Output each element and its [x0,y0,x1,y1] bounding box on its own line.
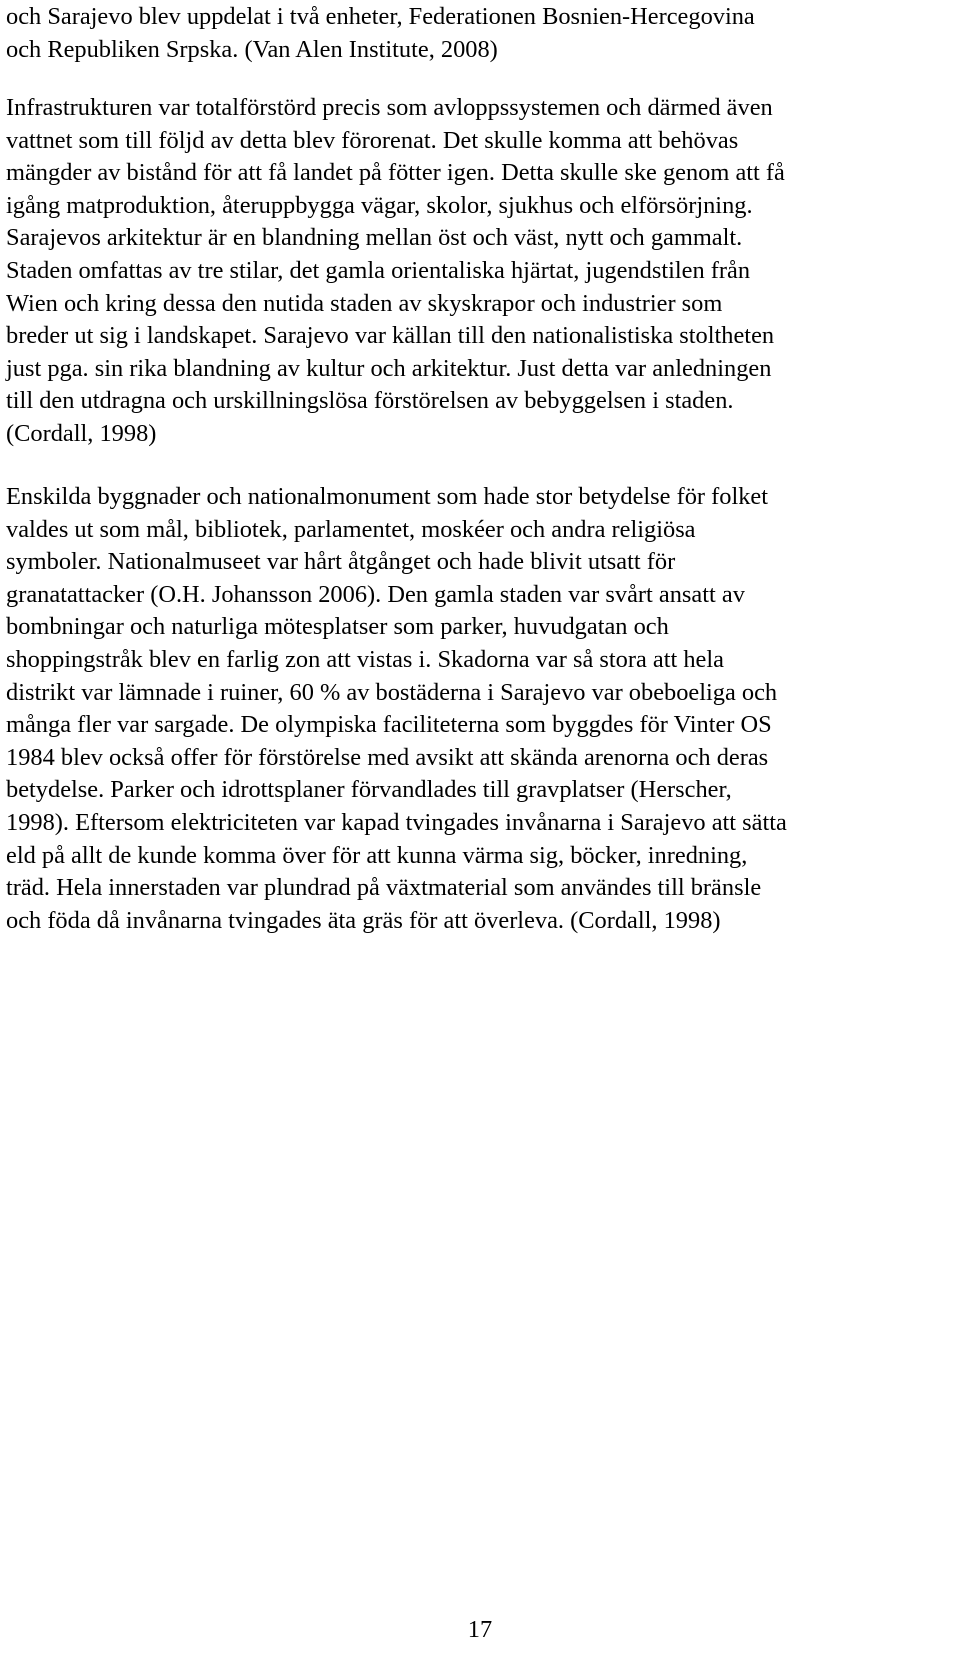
text-line: Infrastrukturen var totalförstörd precis som avloppssystemen och därmed även [6,94,773,121]
text-line: valdes ut som mål, bibliotek, parlamentet, moskéer och andra religiösa [6,515,696,543]
text-line: bombningar och naturliga mötesplatser som parker, huvudgatan och [6,613,669,641]
text-line: shoppingstråk blev en farlig zon att vistas i. Skadorna var så stora att hela [6,645,724,673]
text-line: granatattacker (O.H. Johansson 2006). Den gamla staden var svårt ansatt av [6,580,745,608]
text-line: (Cordall, 1998) [6,419,157,447]
paragraph-3 [6,481,787,937]
text-line: och föda då invånarna tvingades äta gräs för att överleva. (Cordall, 1998) [6,906,721,934]
text-line: 1998). Eftersom elektriciteten var kapad tvingades invånarna i Sarajevo att sätta [6,808,787,836]
text-line: och Sarajevo blev uppdelat i två enheter, Federationen Bosnien-Hercegovina [6,3,755,30]
paragraph-1 [6,1,755,66]
text-line: symboler. Nationalmuseet var hårt åtgånget och hade blivit utsatt för [6,548,676,576]
text-line: Wien och kring dessa den nutida staden av skyskrapor och industrier som [6,289,723,317]
text-line: till den utdragna och urskillningslösa förstörelsen av bebyggelsen i staden. [6,387,734,415]
text-line: och Republiken Srpska. (Van Alen Institute, 2008) [6,35,498,63]
text-line: Staden omfattas av tre stilar, det gamla orientaliska hjärtat, jugendstilen från [6,256,751,284]
page-number: 17 [467,1616,493,1643]
text-line: vattnet som till följd av detta blev förorenat. Det skulle komma att behövas [6,126,739,154]
text-line: Sarajevos arkitektur är en blandning mellan öst och väst, nytt och gammalt. [6,224,743,252]
text-line: eld på allt de kunde komma över för att kunna värma sig, böcker, inredning, [6,841,748,869]
text-line: breder ut sig i landskapet. Sarajevo var källan till den nationalistiska stoltheten [6,322,775,350]
text-line: distrikt var lämnade i ruiner, 60 % av bostäderna i Sarajevo var obeboeliga och [6,678,778,706]
text-line: just pga. sin rika blandning av kultur och arkitektur. Just detta var anledningen [6,354,772,382]
paragraph-2 [6,92,785,451]
text-line: betydelse. Parker och idrottsplaner förvandlades till gravplatser (Herscher, [6,776,732,804]
text-line: igång matproduktion, återuppbygga vägar, skolor, sjukhus och elförsörjning. [6,191,753,219]
text-line: 1984 blev också offer för förstörelse med avsikt att skända arenorna och deras [6,743,769,771]
text-line: träd. Hela innerstaden var plundrad på växtmaterial som användes till bränsle [6,874,762,902]
text-line: många fler var sargade. De olympiska faciliteterna som byggdes för Vinter OS [6,711,772,739]
text-line: mängder av bistånd för att få landet på fötter igen. Detta skulle ske genom att få [6,159,785,187]
text-line: Enskilda byggnader och nationalmonument som hade stor betydelse för folket [6,483,769,510]
